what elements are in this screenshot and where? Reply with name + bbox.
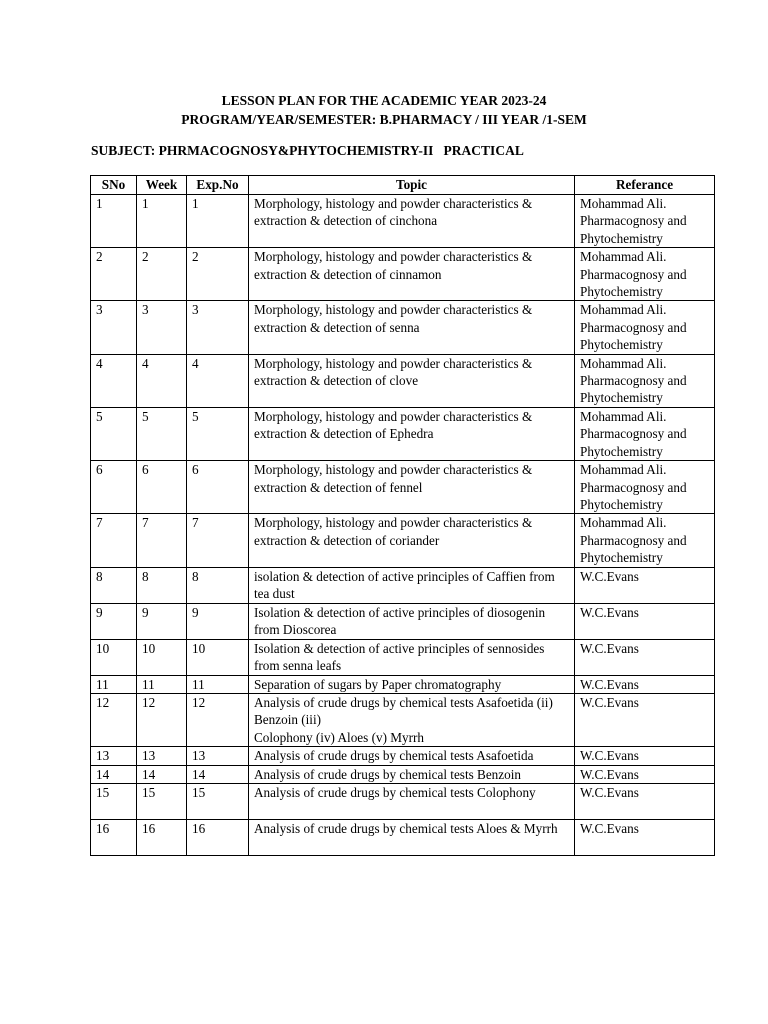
- cell-exp-no: 9: [187, 603, 249, 639]
- cell-topic: Morphology, histology and powder characteristics & extraction & detection of clove: [249, 354, 575, 407]
- cell-exp-no: 1: [187, 195, 249, 248]
- cell-week: 9: [137, 603, 187, 639]
- cell-topic: Analysis of crude drugs by chemical tests Benzoin: [249, 765, 575, 783]
- cell-exp-no: 11: [187, 675, 249, 693]
- cell-topic: Analysis of crude drugs by chemical tests Asafoetida (ii) Benzoin (iii) Colophony (iv) Aloes (v) Myrrh: [249, 693, 575, 746]
- cell-topic: isolation & detection of active principles of Caffien from tea dust: [249, 567, 575, 603]
- cell-topic: Morphology, histology and powder characteristics & extraction & detection of cinnamon: [249, 248, 575, 301]
- column-header-referance: Referance: [575, 176, 715, 195]
- cell-sno: 3: [91, 301, 137, 354]
- column-header-topic: Topic: [249, 176, 575, 195]
- cell-week: 11: [137, 675, 187, 693]
- cell-topic: Analysis of crude drugs by chemical tests Asafoetida: [249, 747, 575, 765]
- lesson-plan-table: [90, 175, 715, 856]
- table-row: [91, 747, 715, 765]
- subject-line: SUBJECT: PHRMACOGNOSY&PHYTOCHEMISTRY-II PRACTICAL: [91, 143, 524, 158]
- cell-week: 3: [137, 301, 187, 354]
- cell-exp-no: 7: [187, 514, 249, 567]
- cell-week: 13: [137, 747, 187, 765]
- table-header-row: [91, 176, 715, 195]
- cell-exp-no: 12: [187, 693, 249, 746]
- cell-sno: 7: [91, 514, 137, 567]
- cell-week: 1: [137, 195, 187, 248]
- cell-sno: 5: [91, 407, 137, 460]
- cell-week: 4: [137, 354, 187, 407]
- cell-referance: Mohammad Ali. Pharmacognosy and Phytochemistry: [575, 195, 715, 248]
- cell-exp-no: 5: [187, 407, 249, 460]
- cell-week: 2: [137, 248, 187, 301]
- cell-week: 5: [137, 407, 187, 460]
- cell-topic: Analysis of crude drugs by chemical tests Aloes & Myrrh: [249, 819, 575, 855]
- table-row: [91, 195, 715, 248]
- cell-referance: Mohammad Ali. Pharmacognosy and Phytochemistry: [575, 354, 715, 407]
- cell-exp-no: 10: [187, 639, 249, 675]
- cell-referance: Mohammad Ali. Pharmacognosy and Phytochemistry: [575, 461, 715, 514]
- cell-sno: 16: [91, 819, 137, 855]
- cell-topic: Morphology, histology and powder characteristics & extraction & detection of cinchona: [249, 195, 575, 248]
- table-row: [91, 354, 715, 407]
- table-row: [91, 783, 715, 819]
- table-row: [91, 675, 715, 693]
- table-row: [91, 301, 715, 354]
- cell-referance: Mohammad Ali. Pharmacognosy and Phytochemistry: [575, 407, 715, 460]
- cell-week: 10: [137, 639, 187, 675]
- cell-topic: Morphology, histology and powder characteristics & extraction & detection of Ephedra: [249, 407, 575, 460]
- cell-week: 12: [137, 693, 187, 746]
- cell-sno: 6: [91, 461, 137, 514]
- cell-referance: W.C.Evans: [575, 765, 715, 783]
- cell-sno: 4: [91, 354, 137, 407]
- cell-topic: Analysis of crude drugs by chemical tests Colophony: [249, 783, 575, 819]
- cell-referance: W.C.Evans: [575, 819, 715, 855]
- cell-sno: 11: [91, 675, 137, 693]
- cell-exp-no: 3: [187, 301, 249, 354]
- program-line: PROGRAM/YEAR/SEMESTER: B.PHARMACY / III YEAR /1-SEM: [181, 112, 587, 127]
- cell-exp-no: 13: [187, 747, 249, 765]
- cell-week: 7: [137, 514, 187, 567]
- cell-referance: W.C.Evans: [575, 675, 715, 693]
- table-row: [91, 693, 715, 746]
- cell-sno: 15: [91, 783, 137, 819]
- cell-referance: Mohammad Ali. Pharmacognosy and Phytochemistry: [575, 301, 715, 354]
- table-row: [91, 819, 715, 855]
- cell-sno: 1: [91, 195, 137, 248]
- cell-week: 15: [137, 783, 187, 819]
- cell-exp-no: 15: [187, 783, 249, 819]
- column-header-sno: SNo: [91, 176, 137, 195]
- cell-referance: W.C.Evans: [575, 567, 715, 603]
- cell-sno: 13: [91, 747, 137, 765]
- cell-sno: 8: [91, 567, 137, 603]
- table-row: [91, 407, 715, 460]
- cell-topic: Separation of sugars by Paper chromatography: [249, 675, 575, 693]
- cell-referance: W.C.Evans: [575, 639, 715, 675]
- table-row: [91, 765, 715, 783]
- column-header-week: Week: [137, 176, 187, 195]
- table-row: [91, 248, 715, 301]
- cell-week: 16: [137, 819, 187, 855]
- table-row: [91, 639, 715, 675]
- cell-exp-no: 2: [187, 248, 249, 301]
- cell-week: 14: [137, 765, 187, 783]
- cell-referance: W.C.Evans: [575, 747, 715, 765]
- table-row: [91, 514, 715, 567]
- cell-referance: Mohammad Ali. Pharmacognosy and Phytochemistry: [575, 514, 715, 567]
- cell-exp-no: 14: [187, 765, 249, 783]
- table-row: [91, 461, 715, 514]
- cell-sno: 14: [91, 765, 137, 783]
- cell-referance: W.C.Evans: [575, 603, 715, 639]
- cell-sno: 12: [91, 693, 137, 746]
- table-row: [91, 603, 715, 639]
- cell-topic: Morphology, histology and powder characteristics & extraction & detection of fennel: [249, 461, 575, 514]
- cell-topic: Morphology, histology and powder characteristics & extraction & detection of coriander: [249, 514, 575, 567]
- cell-week: 8: [137, 567, 187, 603]
- cell-sno: 9: [91, 603, 137, 639]
- cell-exp-no: 4: [187, 354, 249, 407]
- document-title: LESSON PLAN FOR THE ACADEMIC YEAR 2023-24: [221, 93, 547, 108]
- cell-exp-no: 6: [187, 461, 249, 514]
- table-row: [91, 567, 715, 603]
- cell-exp-no: 8: [187, 567, 249, 603]
- cell-referance: Mohammad Ali. Pharmacognosy and Phytochemistry: [575, 248, 715, 301]
- cell-exp-no: 16: [187, 819, 249, 855]
- cell-sno: 2: [91, 248, 137, 301]
- cell-week: 6: [137, 461, 187, 514]
- cell-topic: Isolation & detection of active principles of sennosides from senna leafs: [249, 639, 575, 675]
- cell-referance: W.C.Evans: [575, 783, 715, 819]
- cell-referance: W.C.Evans: [575, 693, 715, 746]
- cell-topic: Morphology, histology and powder characteristics & extraction & detection of senna: [249, 301, 575, 354]
- cell-sno: 10: [91, 639, 137, 675]
- column-header-exp-no: Exp.No: [187, 176, 249, 195]
- cell-topic: Isolation & detection of active principles of diosogenin from Dioscorea: [249, 603, 575, 639]
